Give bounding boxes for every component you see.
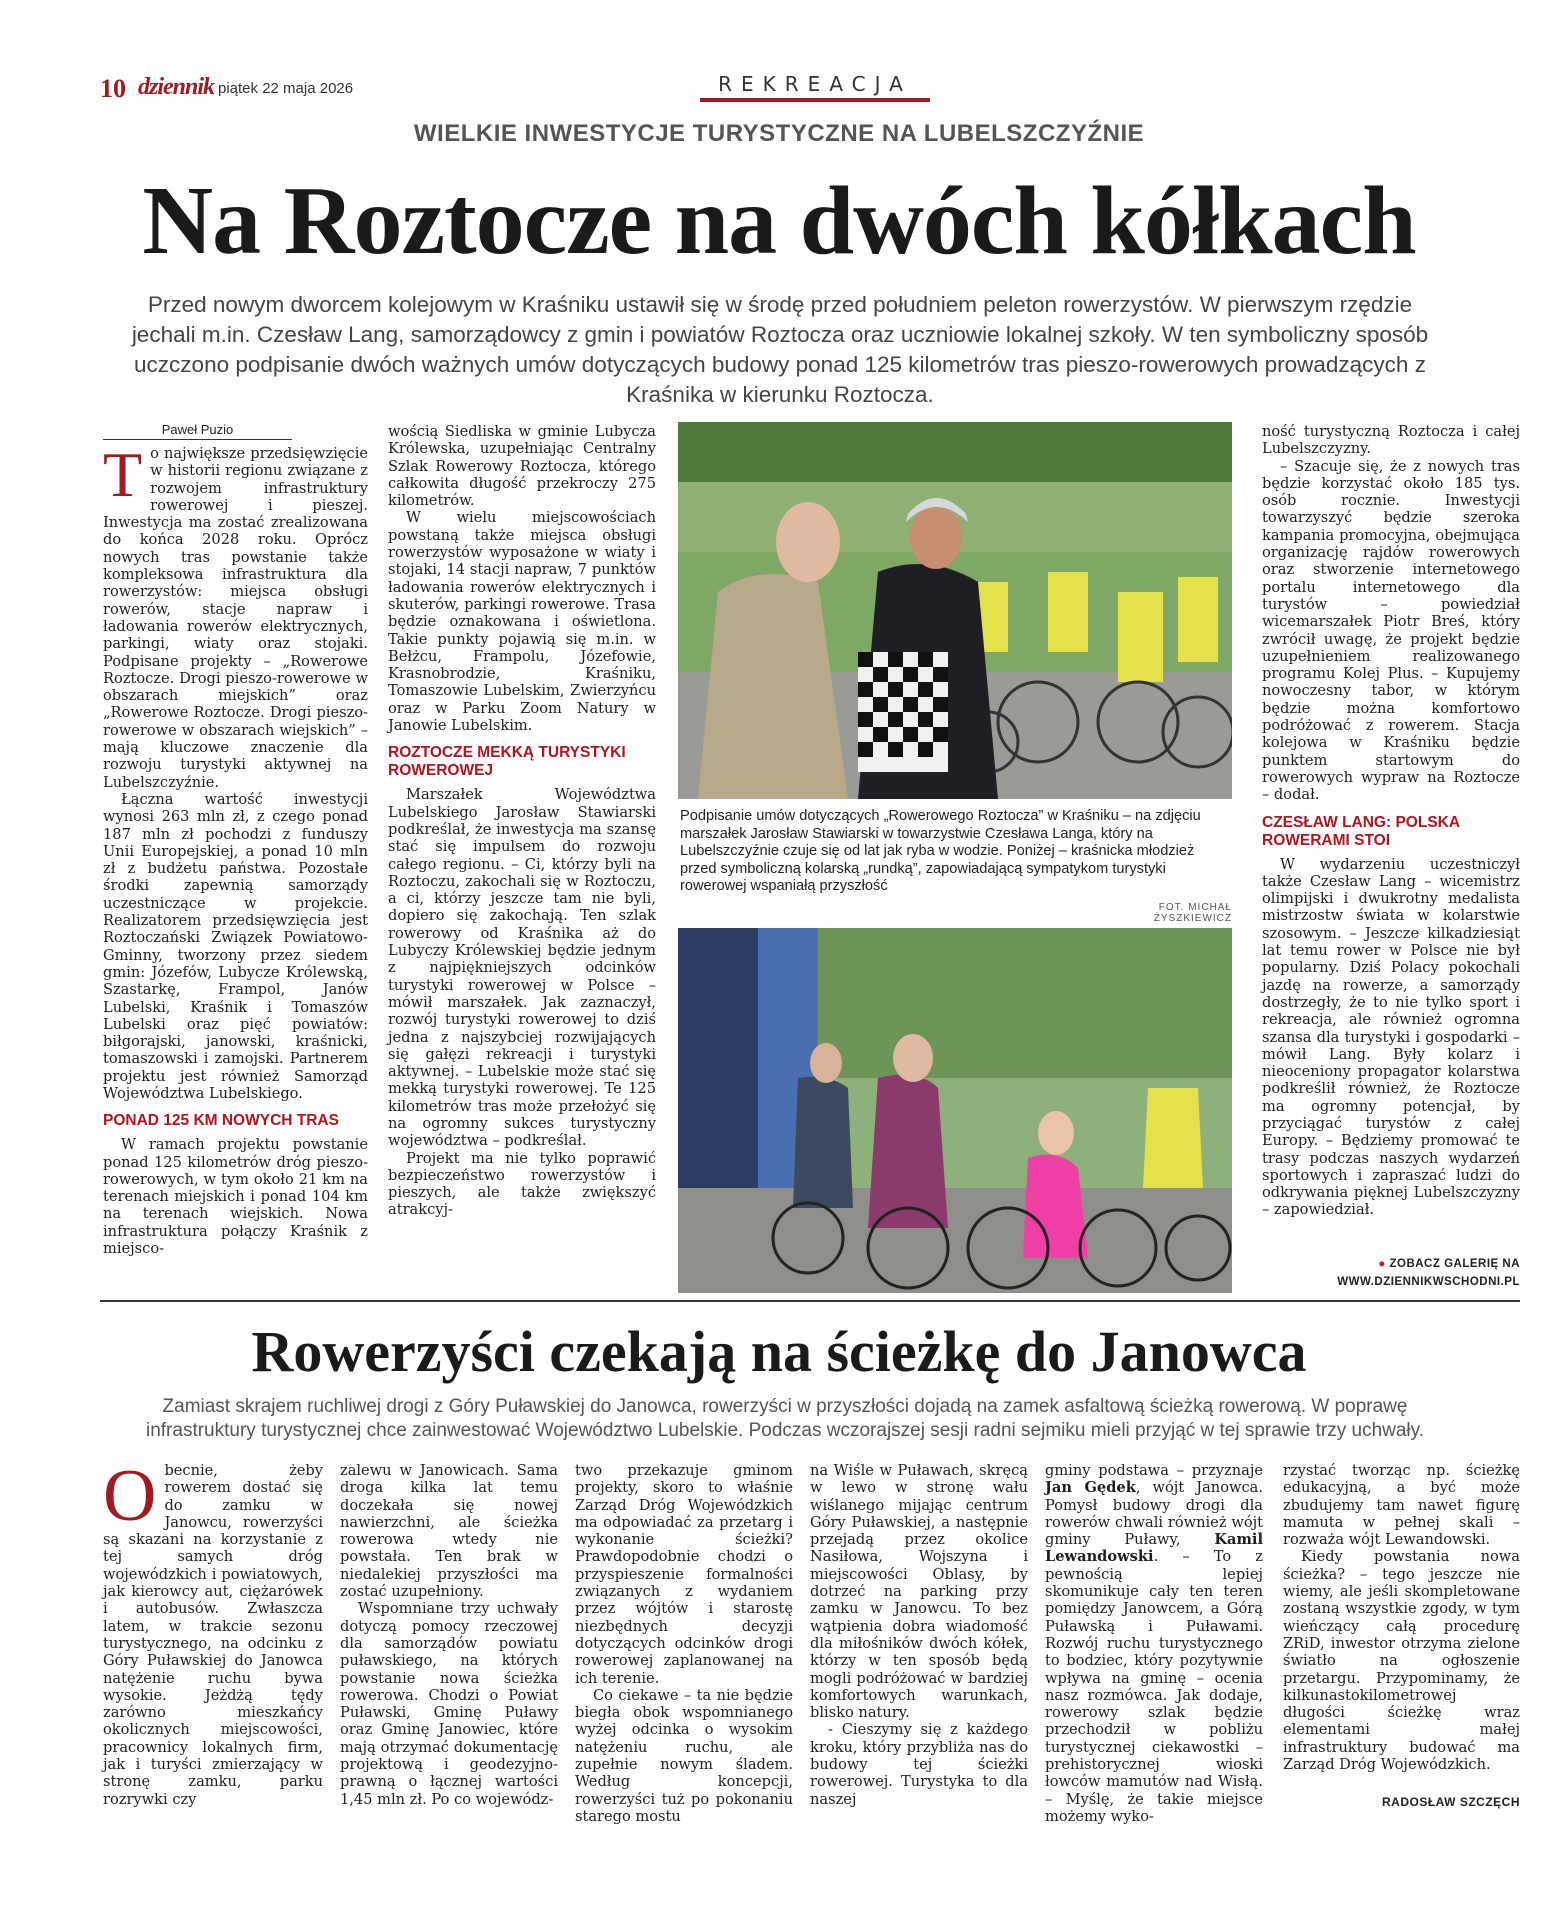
photo-signing bbox=[678, 422, 1232, 799]
paragraph: rzystać tworząc np. ścieżkę edukacyjną, a być może zbudujemy tam nawet figurę mamuta w pełnej skali – rozważa wójt Lewandowski. bbox=[1283, 1462, 1520, 1549]
subheading: CZESŁAW LANG: POLSKA ROWERAMI STOI bbox=[1262, 813, 1460, 849]
paragraph: wością Siedliska w gminie Lubycza Królewska, uzupełniając Centralny Szlak Rowerowy Roztocza, którego całkowita długość przekroczy 275 kilometrów. bbox=[388, 423, 656, 510]
paragraph: o największe przedsięwzięcie w historii regionu związane z rozwojem infrastruktury rowerowej i pieszej. Inwestycja ma zostać zrealizowana do końca 2028 roku. Oprócz nowych tras powstanie także kompleksowa infrastruktura dla rowerzystów: miejsca obsługi rowerów, stacje napraw i ładowania rowerów elektrycznych, parkingi, wiaty oraz stojaki. Podpisane projekty – „Rowerowe Roztocze. Drogi pieszo-rowerowe w obszarach miejskich” oraz „Rowerowe Roztocze. Drogi pieszo-rowerowe w obszarach wiejskich” – mają kluczowe znaczenie dla rozwoju turystyki aktywnej na Lubelszczyźnie. bbox=[103, 445, 368, 791]
paragraph: Co ciekawe – ta nie będzie biegła obok wspomnianego wyżej odcinka o wysokim natężeniu ruchu, ale zupełnie nowym śladem. Według koncepcji, rowerzyści tuż po pokonaniu starego mostu bbox=[575, 1686, 793, 1825]
article-lead: Przed nowym dworcem kolejowym w Kraśniku ustawił się w środę przed południem peleton rowerzystów. W pierwszym rzędzie jechali m.in. Czesław Lang, samorządowcy z gmin i powiatów Roztocza oraz uczniowie lokalnej szkoły. W ten symboliczny sposób uczczono podpisanie dwóch ważnych umów dotyczących budowy ponad 125 kilometrów tras pieszo-rowerowych prowadzących z Kraśnika w kierunku Roztocza. bbox=[131, 292, 1429, 407]
article2-column-5 bbox=[1045, 1462, 1263, 1825]
paragraph: na Wiśle w Puławach, skręcą w lewo w stronę wału wiślanego mijając centrum Góry Puławskiej, a następnie przejadą przez okolice Nasiłowa, Wojszyna i miejscowości Oblasy, by dotrzeć na parking przy zamku w Janowcu. To bez wątpienia dobra wiadomość dla miłośników dwóch kółek, którzy w ten sposób będą mogli podróżować w bardziej komfortowych warunkach, blisko natury. bbox=[810, 1462, 1028, 1722]
person-name: Kamil Lewandowski bbox=[1045, 1531, 1263, 1566]
gallery-link[interactable]: WWW.DZIENNIKWSCHODNI.PL bbox=[1337, 1276, 1520, 1288]
article-headline: Na Roztocze na dwóch kółkach bbox=[142, 167, 1416, 275]
paragraph: Wspomniane trzy uchwały dotyczą pomocy rzeczowej dla samorządów powiatu puławskiego, na których powstanie nowa ścieżka rowerowa. Chodzi o Powiat Puławski, Gminę Puławy oraz Gminę Janowiec, które mają otrzymać dokumentację projektową i geodezyjno-prawną o łącznej wartości 1,45 mln zł. Po co wojewódz- bbox=[340, 1600, 558, 1808]
newspaper-logo: dziennik bbox=[138, 74, 215, 100]
article2-column-6 bbox=[1283, 1462, 1520, 1792]
article-column-4 bbox=[1262, 423, 1520, 1253]
paragraph: Łączna wartość inwestycji wynosi 263 mln zł, z czego ponad 187 mln zł pochodzi z funduszy Unii Europejskiej, a ponad 10 mln zł z budżetu państwa. Pozostałe środki zapewnią samorządy uczestniczące w projekcie. Realizatorem przedsięwzięcia jest Roztoczański Związek Powiatowo-Gminny, tworzony przez siedem gmin: Józefów, Lubycze Królewską, Szastarkę, Frampol, Janów Lubelski, Kraśnik i Tomaszów Lubelski oraz pięć powiatów: biłgorajski, janowski, kraśnicki, tomaszowski i zamojski. Partnerem projektu jest również Samorząd Województwa Lubelskiego. bbox=[103, 790, 368, 1102]
paragraph: becnie, żeby rowerem dostać się do zamku w Janowcu, rowerzyści są skazani na korzystanie z tej samych dróg wojewódzkich i powiatowych, jak kierowcy aut, ciężarówek i autobusów. Zwłaszcza latem, w trakcie sezonu turystycznego, na odcinku z Góry Puławskiej do Janowca natężenie ruchu bywa wysokie. Jeżdżą tędy zarówno mieszkańcy okolicznych miejscowości, pracownicy lokalnych firm, jak i turyści zmierzający w stronę zamku, parku rozrywki czy bbox=[103, 1462, 323, 1808]
gallery-promo[interactable]: ● ZOBACZ GALERIĘ NA bbox=[1378, 1258, 1520, 1270]
paragraph: W wielu miejscowościach powstaną także miejsca obsługi rowerzystów wyposażone w wiaty i stojaki, 14 stacji napraw, 7 punktów ładowania rowerów elektrycznych i skuterów, parkingi rowerowe. Trasa będzie oznakowana i oświetlona. Takie punkty pojawią się m.in. w Bełżcu, Frampolu, Józefowie, Krasnobrodzie, Kraśniku, Tomaszowie Lubelskim, Zwierzyńcu oraz w Parku Zoom Natury w Janowie Lubelskim. bbox=[388, 509, 656, 735]
article-column-1 bbox=[103, 439, 368, 1300]
drop-cap: O bbox=[103, 1455, 157, 1537]
subheading: ROZTOCZE MEKKĄ TURYSTYKI ROWEROWEJ bbox=[388, 744, 626, 780]
article-kicker: WIELKIE INWESTYCJE TURYSTYCZNE NA LUBELSZCZYŹNIE bbox=[413, 120, 1145, 147]
drop-cap: T bbox=[103, 439, 143, 510]
paragraph: W wydarzeniu uczestniczył także Czesław Lang – wicemistrz olimpijski i dwukrotny medalista mistrzostw świata w kolarstwie szosowym. – Jeszcze kilkadziesiąt lat temu rower w Polsce nie był popularny. Dziś Polacy pokochali jazdę na rowerze, a samorządy dostrzegły, że to nie tylko sport i rekreacja, ale również ogromna szansa dla turystyki i gospodarki – mówił Lang. Były kolarz i nieoceniony propagator kolarstwa podkreślił również, że Roztocze ma ogromny potencjał, by przyciągać turystów z całej Europy. – Będziemy promować te trasy podczas naszych wydarzeń sportowych i zapraszać ludzi do odkrywania pięknej Lubelszczyzny – zapowiedział. bbox=[1262, 855, 1520, 1219]
person-name: Jan Gędek bbox=[1045, 1479, 1136, 1497]
paragraph: Kiedy powstania nowa ścieżka? – tego jeszcze nie wiemy, ale jeśli skompletowane zostaną wszystkie zgody, w tym wieńczący całą procedurę ZRiD, inwestor otrzyma zielone światło na ogłoszenie przetargu. Przypominamy, że kilkunastokilometrowej długości ścieżkę wraz elementami małej infrastruktury budować ma Zarząd Dróg Wojewódzkich. bbox=[1283, 1548, 1520, 1774]
subheading: PONAD 125 KM NOWYCH TRAS bbox=[103, 1112, 339, 1130]
article-column-2 bbox=[388, 423, 656, 1303]
paragraph: two przekazuje gminom projekty, skoro to właśnie Zarząd Dróg Wojewódzkich ma odpowiadać za przetarg i wykonanie ścieżki? Prawdopodobnie chodzi o przyspieszenie formalności związanych z wydaniem przez wójtów i starostę niezbędnych decyzji dotyczących odcinków drogi rowerowej zaplanowanej na ich terenie. bbox=[575, 1462, 793, 1687]
section-title: REKREACJA bbox=[718, 72, 912, 96]
paragraph: Projekt ma nie tylko poprawić bezpieczeństwo rowerzystów i pieszych, ale także zwiększyć atrakcyj- bbox=[388, 1149, 656, 1219]
paragraph: Marszałek Województwa Lubelskiego Jarosław Stawiarski podkreślał, że inwestycja ma szansę stać się impulsem do rozwoju całego regionu. – Ci, którzy byli na Roztoczu, zakochali się w Roztoczu, a ci, którzy jeszcze tam nie byli, dopiero się zakochają. Ten szlak rowerowy od Kraśnika aż do Lubyczy Królewskiej będzie jednym z najpiękniejszych odcinków turystyki rowerowej w Polsce – mówił marszałek. Jak zaznaczył, rozwój turystyki rowerowej to dziś jedna z najszybciej rozwijających się gałęzi rekreacji i turystyki aktywnej. – Lubelskie może stać się mekką turystyki rowerowej. Te 125 kilometrów tras może przełożyć się na ogromny sukces turystyczny województwa – podkreślał. bbox=[388, 786, 656, 1150]
article2-lead: Zamiast skrajem ruchliwej drogi z Góry Puławskiej do Janowca, rowerzyści w przyszłości dojadą na zamek asfaltową ścieżką rowerową. W poprawę infrastruktury turystycznej chce zainwestować Województwo Lubelskie. Podczas wczorajszej sesji radni sejmiku mieli przyjąć w tej sprawie trzy uchwały. bbox=[145, 1396, 1425, 1441]
article2-byline: RADOSŁAW SZCZĘCH bbox=[1382, 1795, 1520, 1809]
photo-credit: FOT. MICHAŁ ŻYSZKIEWICZ bbox=[1153, 902, 1232, 924]
article2-column-2 bbox=[340, 1462, 558, 1808]
page-number: 10 bbox=[100, 74, 126, 103]
photo-caption: Podpisanie umów dotyczących „Rowerowego Roztocza” w Kraśniku – na zdjęciu marszałek Jarosław Stawiarski w towarzystwie Czesława Langa, który na Lubelszczyźnie czuje się od lat jak ryba w wodzie. Poniżej – kraśnicka młodzież przed symboliczną kolarską „rundką”, zapowiadającą sympatykom turystyki rowerowej wspaniałą przyszłość bbox=[680, 808, 1201, 894]
paragraph: – Szacuje się, że z nowych tras będzie korzystać około 185 tys. osób rocznie. Inwestycji towarzyszyć będzie szeroka kampania promocyjna, obejmująca organizację rajdów rowerowych oraz stworzenie internetowego portalu internetowego dla turystów – powiedział wicemarszałek Piotr Breś, który zwrócił uwagę, że projekt będzie uzupełnieniem realizowanego programu Kolej Plus. – Kupujemy nowoczesny tabor, w którym będzie można komfortowo podróżować z rowerem. Stacja kolejowa w Kraśniku będzie punktem startowym do rowerowych wypraw na Roztocze – dodał. bbox=[1262, 457, 1520, 804]
article2-column-3 bbox=[575, 1462, 793, 1825]
bullet-icon: ● bbox=[1378, 1258, 1390, 1270]
paragraph: W ramach projektu powstanie ponad 125 kilometrów dróg pieszo-rowerowych, w tym około 21 km na terenach miejskich i ponad 104 km na terenach wiejskich. Nowa infrastruktura połączy Kraśnik z miejsco- bbox=[103, 1136, 368, 1258]
article2-headline: Rowerzyści czekają na ścieżkę do Janowca bbox=[251, 1319, 1307, 1384]
paragraph: - Cieszymy się z każdego kroku, który przybliża nas do budowy tej ścieżki rowerowej. Turystyka to dla naszej bbox=[810, 1721, 1028, 1808]
paragraph: ność turystyczną Roztocza i całej Lubelszczyzny. bbox=[1262, 423, 1520, 458]
section-underline bbox=[700, 98, 930, 102]
photo-youth-cyclists bbox=[678, 928, 1232, 1293]
issue-date: piątek 22 maja 2026 bbox=[218, 80, 354, 97]
paragraph: gminy podstawa – przyznaje Jan Gędek, wójt Janowca. Pomysł budowy drogi dla rowerów chwali również wójt gminy Puławy, Kamil Lewandowski. – To z pewnością lepiej skomunikuje cały ten teren pomiędzy Janowcem, a Górą Puławską i Puławami. Rozwój ruchu turystycznego to bodziec, który pozytywnie wpływa na gminę – ocenia nasz rozmówca. Jak dodaje, rowerowy szlak będzie przechodził w pobliżu turystycznej ciekawostki – prehistorycznej wioski łowców mamutów nad Wisłą. – Myślę, że takie miejsce możemy wyko- bbox=[1045, 1462, 1263, 1825]
article2-column-1 bbox=[103, 1455, 323, 1808]
article-divider bbox=[100, 1300, 1520, 1302]
paragraph: zalewu w Janowicach. Sama droga kilka lat temu doczekała się nowej nawierzchni, ale ścieżka rowerowa wtedy nie powstała. Ten brak w niedalekiej przyszłości ma zostać uzupełniony. bbox=[340, 1462, 558, 1601]
article2-column-4 bbox=[810, 1462, 1028, 1808]
author-byline: Paweł Puzio bbox=[103, 422, 292, 440]
